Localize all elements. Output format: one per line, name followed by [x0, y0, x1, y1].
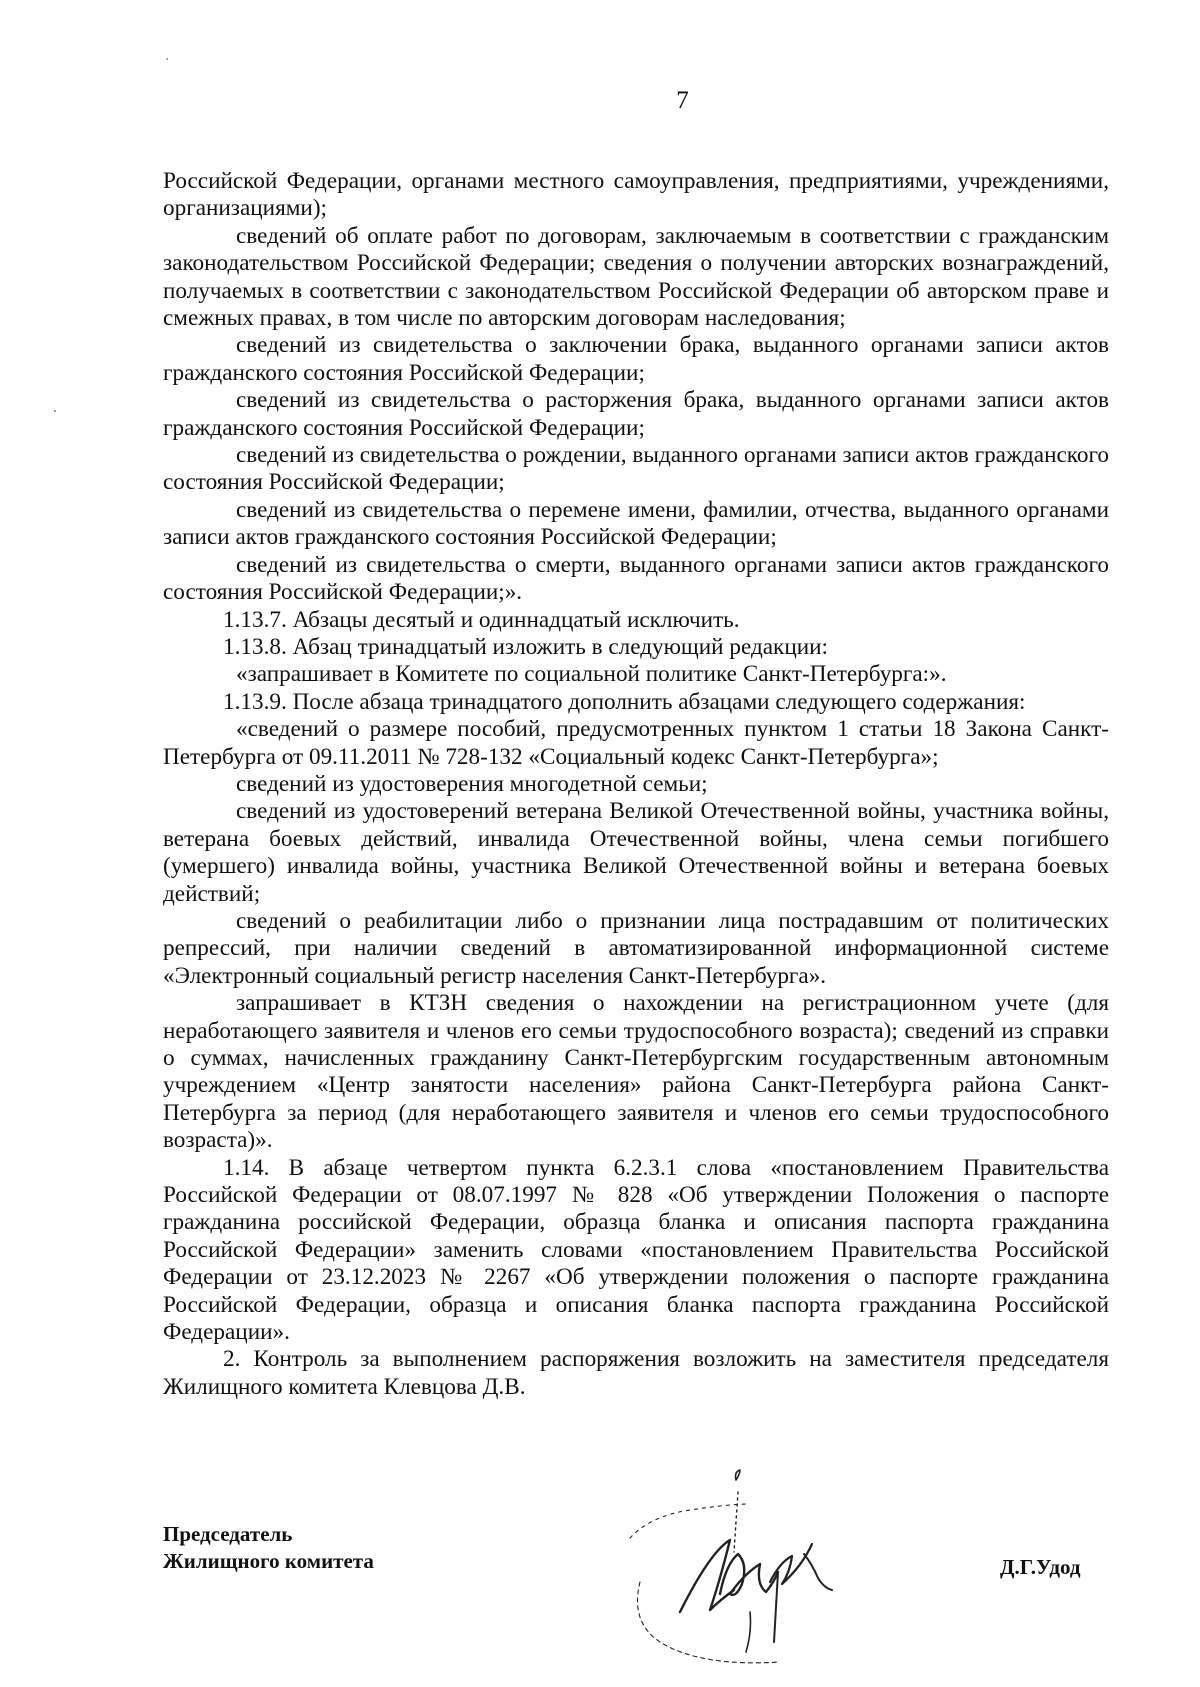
page-number: 7 [676, 87, 689, 114]
scan-speck [166, 58, 168, 60]
paragraph: запрашивает в КТЗН сведения о нахождении на регистрационном учете (для неработающего заявителя и членов его семьи трудоспособного возраста); сведений из справки о суммах, начисленных гражданину Санкт-Петербургским государственным автономным учреждением «Центр занятости населения» района Санкт-Петербурга района Санкт-Петербурга за период (для неработающего заявителя и членов его семьи трудоспособного возраста)». [163, 990, 1109, 1154]
paragraph: сведений из удостоверений ветерана Великой Отечественной войны, участника войны, ветерана боевых действий, инвалида Отечественной войны, члена семьи погибшего (умершего) инвалида войны, участника Великой Отечественной войны и ветерана боевых действий; [163, 798, 1109, 907]
signatory-title-line-1: Председатель [163, 1522, 293, 1546]
paragraph: 1.14. В абзаце четвертом пункта 6.2.3.1 слова «постановлением Правительства Российской Федерации от 08.07.1997 № 828 «Об утверждении Положения о паспорте гражданина российской Федерации, образца бланка и описания паспорта гражданина Российской Федерации» заменить словами «постановлением Правительства Российской Федерации от 23.12.2023 № 2267 «Об утверждении положения о паспорте гражданина Российской Федерации, образца и описания бланка паспорта гражданина Российской Федерации». [163, 1154, 1109, 1346]
paragraph: 1.13.9. После абзаца тринадцатого дополнить абзацами следующего содержания: [223, 688, 1026, 715]
paragraph: 1.13.7. Абзацы десятый и одиннадцатый исключить. [223, 606, 740, 633]
paragraph: сведений из свидетельства о рождении, выданного органами записи актов гражданского состояния Российской Федерации; [163, 442, 1109, 496]
paragraph: Российской Федерации, органами местного самоуправления, предприятиями, учреждениями, организациями); [163, 168, 1109, 222]
paragraph: сведений из удостоверения многодетной семьи; [236, 770, 708, 797]
paragraph: сведений из свидетельства о перемене имени, фамилии, отчества, выданного органами записи актов гражданского состояния Российской Федерации; [163, 496, 1109, 551]
paragraph: 1.13.8. Абзац тринадцатый изложить в следующий редакции: [223, 633, 828, 660]
paragraph: сведений из свидетельства о смерти, выданного органами записи актов гражданского состояния Российской Федерации;». [163, 551, 1109, 606]
paragraph: сведений из свидетельства о заключении брака, выданного органами записи актов гражданского состояния Российской Федерации; [163, 332, 1109, 386]
document-body [163, 168, 1109, 1401]
signatory-title [163, 1521, 374, 1575]
paragraph: 2. Контроль за выполнением распоряжения возложить на заместителя председателя Жилищного комитета Клевцова Д.В. [163, 1346, 1109, 1400]
signatory-title-line-2: Жилищного комитета [163, 1549, 374, 1573]
handwritten-signature [620, 1462, 880, 1667]
paragraph: «сведений о размере пособий, предусмотренных пунктом 1 статьи 18 Закона Санкт-Петербурга от 09.11.2011 № 728-132 «Социальный кодекс Санкт-Петербурга»; [163, 716, 1109, 770]
paragraph: «запрашивает в Комитете по социальной политике Санкт-Петербурга:». [236, 661, 947, 688]
paragraph: сведений об оплате работ по договорам, заключаемым в соответствии с гражданским законодательством Российской Федерации; сведения о получении авторских вознаграждений, получаемых в соответствии с законодательством Российской Федерации об авторском праве и смежных правах, в том числе по авторским договорам наследования; [163, 222, 1109, 332]
paragraph: сведений о реабилитации либо о признании лица пострадавшим от политических репрессий, при наличии сведений в автоматизированной информационной системе «Электронный социальный регистр населения Санкт-Петербурга». [163, 907, 1109, 989]
scan-speck [54, 410, 56, 412]
signatory-name: Д.Г.Удод [1000, 1555, 1081, 1579]
paragraph: сведений из свидетельства о расторжения брака, выданного органами записи актов гражданского состояния Российской Федерации; [163, 387, 1109, 441]
